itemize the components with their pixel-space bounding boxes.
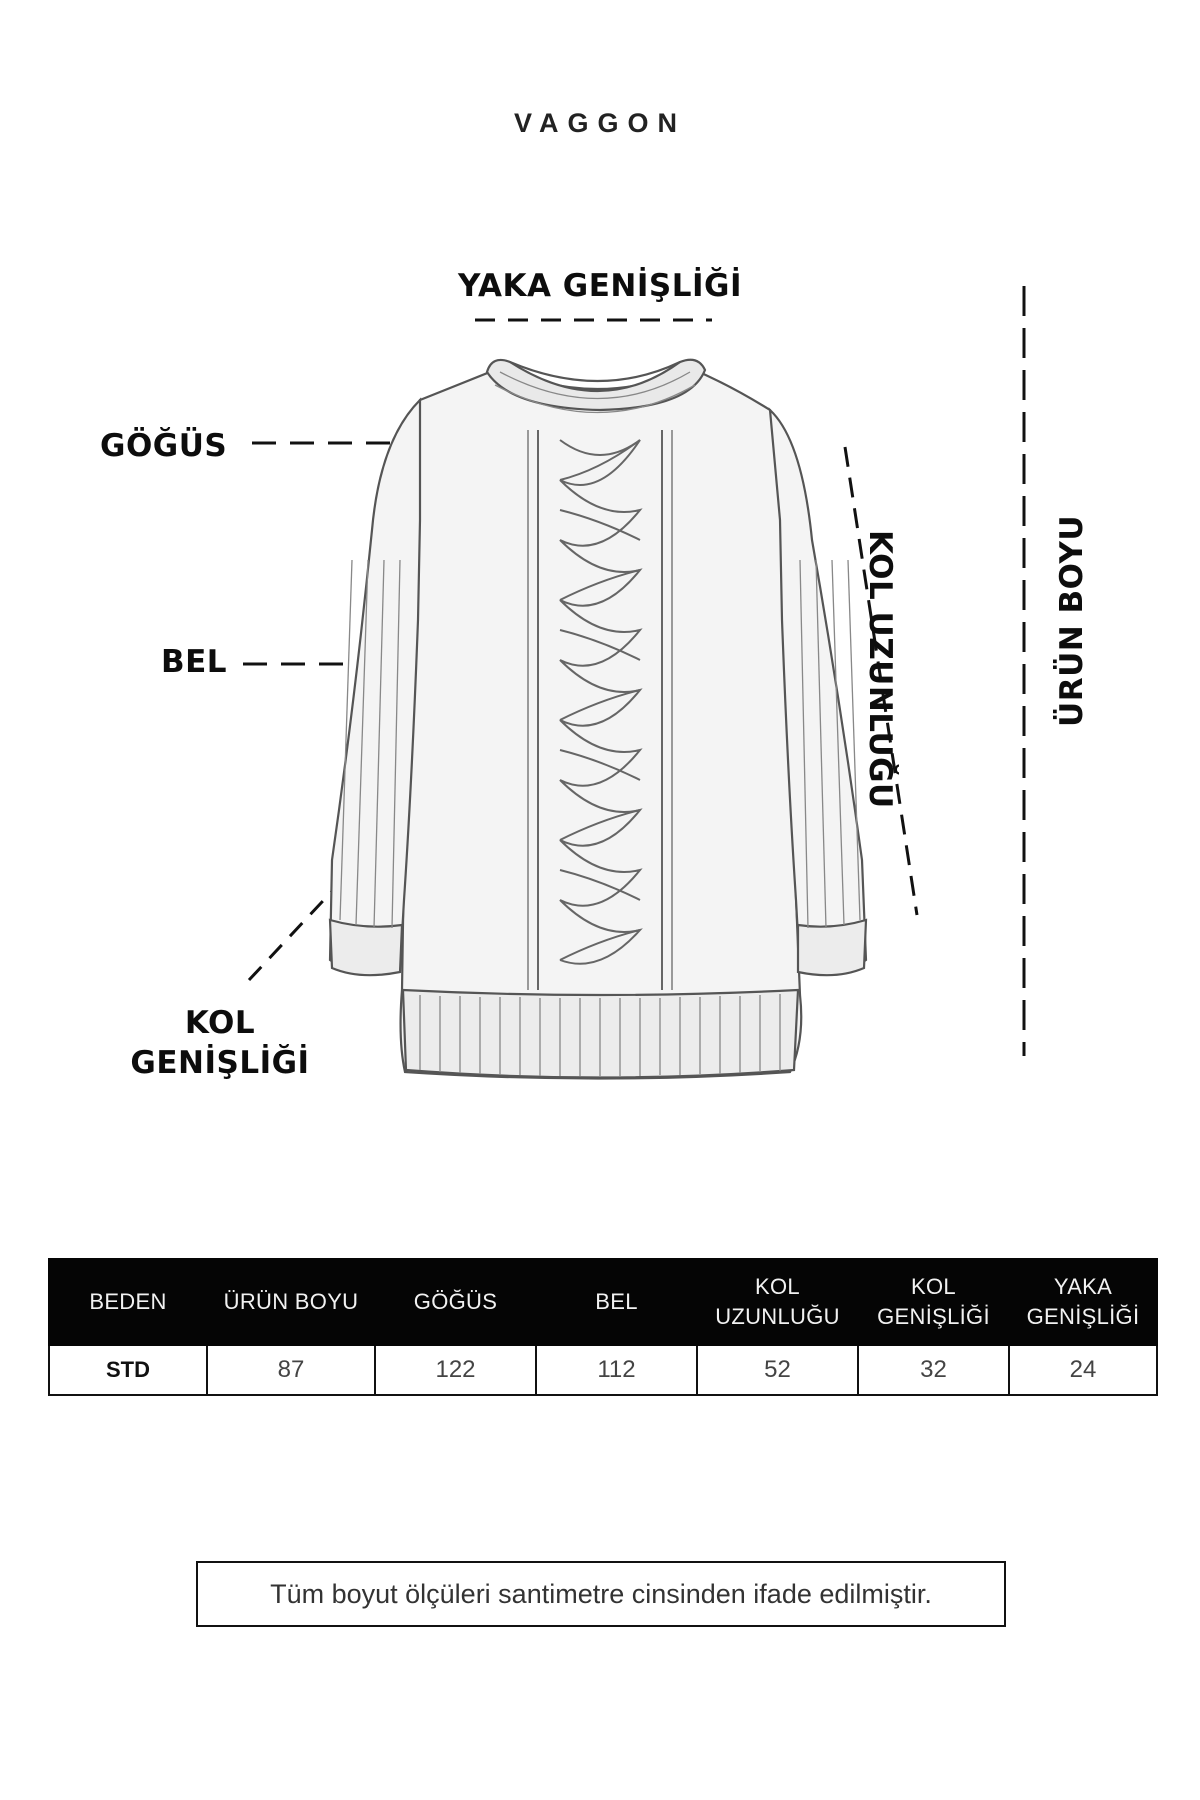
cell-urun-boyu: 87 — [207, 1345, 375, 1395]
header-beden: BEDEN — [49, 1259, 207, 1345]
header-bel: BEL — [536, 1259, 697, 1345]
brand-logo: VAGGON — [513, 108, 686, 138]
header-urun-boyu: ÜRÜN BOYU — [207, 1259, 375, 1345]
cell-gogus: 122 — [375, 1345, 536, 1395]
cell-yaka-genisligi: 24 — [1009, 1345, 1157, 1395]
kol-uzunlugu-label: KOL UZUNLUĞU — [862, 530, 898, 809]
cell-bel: 112 — [536, 1345, 697, 1395]
measurement-unit-note: Tüm boyut ölçüleri santimetre cinsinden ifade edilmiştir. — [196, 1561, 1006, 1627]
urun-boyu-label: ÜRÜN BOYU — [1054, 515, 1090, 727]
header-gogus: GÖĞÜS — [375, 1259, 536, 1345]
table-row — [49, 1345, 1157, 1395]
kol-genisligi-label — [100, 1003, 340, 1083]
cell-kol-genisligi: 32 — [858, 1345, 1009, 1395]
yaka-genisligi-label: YAKA GENİŞLİĞİ — [458, 268, 742, 304]
bel-label: BEL — [161, 644, 228, 680]
size-chart-table — [48, 1258, 1158, 1396]
gogus-label: GÖĞÜS — [100, 428, 228, 464]
sweater-illustration — [330, 360, 866, 1079]
header-kol-uzunlugu: KOL UZUNLUĞU — [697, 1259, 858, 1345]
header-yaka-genisligi: YAKA GENİŞLİĞİ — [1009, 1259, 1157, 1345]
cell-kol-uzunlugu: 52 — [697, 1345, 858, 1395]
size-table-header-row — [49, 1259, 1157, 1345]
kol-genisligi-label-line1: KOL — [184, 1005, 256, 1041]
kol-genisligi-label-line2: GENİŞLİĞİ — [130, 1045, 310, 1081]
cell-beden: STD — [49, 1345, 207, 1395]
header-kol-genisligi: KOL GENİŞLİĞİ — [858, 1259, 1009, 1345]
